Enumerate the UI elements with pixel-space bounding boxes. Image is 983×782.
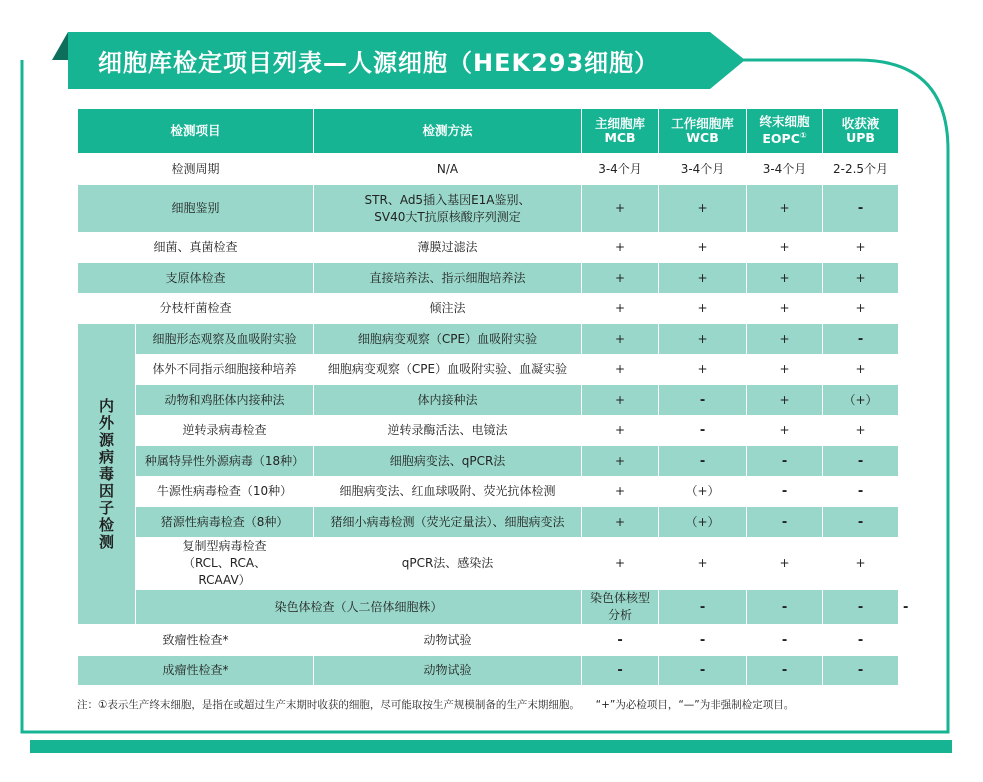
header-eopc: 终末细胞 EOPC① — [747, 109, 823, 154]
row-method: 猪细小病毒检测（荧光定量法）、细胞病变法 — [314, 507, 582, 538]
cell-upb: + — [823, 233, 899, 263]
page-title: 细胞库检定项目列表—人源细胞（HEK293细胞） — [98, 49, 660, 77]
cell-upb: - — [823, 185, 899, 233]
cell-wcb: + — [659, 324, 747, 355]
row-item: 动物和鸡胚体内接种法 — [136, 385, 314, 416]
cell-mcb: + — [582, 416, 659, 446]
cell-wcb: - — [747, 590, 823, 625]
header-mcb: 主细胞库 MCB — [582, 109, 659, 154]
header-method: 检测方法 — [314, 109, 582, 154]
cell-eopc: + — [747, 416, 823, 446]
row-item: 致瘤性检查* — [78, 625, 314, 656]
cell-mcb: + — [582, 263, 659, 294]
row-method: 细胞病变法、qPCR法 — [314, 446, 582, 477]
cell-wcb: （+） — [659, 507, 747, 538]
header-upb: 收获液 UPB — [823, 109, 899, 154]
cell-eopc: + — [747, 263, 823, 294]
cell-upb: （+） — [823, 385, 899, 416]
table-row — [78, 233, 899, 263]
category-label: 内外源病毒因子检测 — [98, 396, 114, 551]
row-item: 细胞鉴别 — [78, 185, 314, 233]
cell-mcb: + — [582, 355, 659, 385]
cell-eopc: + — [747, 385, 823, 416]
row-method: N/A — [314, 154, 582, 185]
row-item: 复制型病毒检查（RCL、RCA、RCAAV） — [136, 538, 314, 590]
cell-mcb: + — [582, 185, 659, 233]
row-item: 分枝杆菌检查 — [78, 294, 314, 324]
cell-eopc: - — [747, 446, 823, 477]
cell-mcb: - — [582, 625, 659, 656]
cell-wcb: - — [659, 416, 747, 446]
row-method: 细胞病变法、红血球吸附、荧光抗体检测 — [314, 477, 582, 507]
cell-mcb: + — [582, 507, 659, 538]
cell-eopc: + — [747, 324, 823, 355]
row-item: 染色体检查（人二倍体细胞株） — [136, 590, 582, 625]
table-row — [78, 355, 899, 385]
row-item: 成瘤性检查* — [78, 656, 314, 686]
cell-upb: - — [823, 446, 899, 477]
row-item: 种属特异性外源病毒（18种） — [136, 446, 314, 477]
cell-upb: + — [823, 538, 899, 590]
cell-upb: - — [823, 324, 899, 355]
row-item: 逆转录病毒检查 — [136, 416, 314, 446]
cell-upb: 2-2.5个月 — [823, 154, 899, 185]
cell-eopc: + — [747, 233, 823, 263]
cell-mcb: + — [582, 324, 659, 355]
row-method: 细胞病变观察（CPE）血吸附实验 — [314, 324, 582, 355]
cell-wcb: + — [659, 538, 747, 590]
cell-eopc: - — [747, 625, 823, 656]
row-method: 染色体核型分析 — [582, 590, 659, 625]
cell-eopc: + — [747, 538, 823, 590]
cell-upb: - — [823, 507, 899, 538]
cell-wcb: + — [659, 233, 747, 263]
cell-wcb: + — [659, 355, 747, 385]
cell-wcb: - — [659, 656, 747, 686]
table-row — [78, 625, 899, 656]
table-row: 染色体检查（人二倍体细胞株） 染色体核型分析 - - - - — [78, 590, 899, 625]
table-row — [78, 263, 899, 294]
cell-mcb: + — [582, 385, 659, 416]
cell-eopc: - — [823, 590, 899, 625]
row-method: 直接培养法、指示细胞培养法 — [314, 263, 582, 294]
cell-upb: + — [823, 416, 899, 446]
cell-mcb: + — [582, 233, 659, 263]
table-row — [78, 416, 899, 446]
row-method: 动物试验 — [314, 656, 582, 686]
row-item: 体外不同指示细胞接种培养 — [136, 355, 314, 385]
cell-wcb: + — [659, 185, 747, 233]
cell-eopc: - — [747, 507, 823, 538]
row-method: 逆转录酶活法、电镜法 — [314, 416, 582, 446]
row-item: 牛源性病毒检查（10种） — [136, 477, 314, 507]
cell-mcb: 3-4个月 — [582, 154, 659, 185]
cell-eopc: + — [747, 294, 823, 324]
cell-mcb: + — [582, 477, 659, 507]
cell-eopc: - — [747, 477, 823, 507]
inspection-table — [77, 108, 909, 686]
footnote: 注：①表示生产终末细胞，是指在或超过生产末期时收获的细胞，尽可能取按生产规模制备的生产末期细胞。 “+”为必检项目，“—”为非强制检定项目。 — [77, 699, 795, 711]
cell-upb: - — [823, 625, 899, 656]
row-item: 细胞形态观察及血吸附实验 — [136, 324, 314, 355]
table-row — [78, 477, 899, 507]
cell-wcb: + — [659, 263, 747, 294]
cell-mcb: + — [582, 446, 659, 477]
cell-eopc: - — [747, 656, 823, 686]
cell-mcb: + — [582, 538, 659, 590]
table-row — [78, 538, 899, 590]
row-method: 薄膜过滤法 — [314, 233, 582, 263]
category-label-cell — [78, 324, 136, 625]
table-header-row — [78, 109, 899, 154]
cell-upb: + — [823, 355, 899, 385]
row-item: 支原体检查 — [78, 263, 314, 294]
row-method: STR、Ad5插入基因E1A鉴别、SV40大T抗原核酸序列测定 — [314, 185, 582, 233]
cell-mcb: - — [659, 590, 747, 625]
cell-upb: - — [823, 656, 899, 686]
row-method: qPCR法、感染法 — [314, 538, 582, 590]
cell-eopc: + — [747, 185, 823, 233]
cell-upb: - — [823, 477, 899, 507]
cell-upb: + — [823, 294, 899, 324]
row-method: 倾注法 — [314, 294, 582, 324]
table-row — [78, 294, 899, 324]
cell-upb: + — [823, 263, 899, 294]
table-row — [78, 154, 899, 185]
row-item: 检测周期 — [78, 154, 314, 185]
cell-eopc: 3-4个月 — [747, 154, 823, 185]
cell-eopc: + — [747, 355, 823, 385]
row-method: 细胞病变观察（CPE）血吸附实验、血凝实验 — [314, 355, 582, 385]
row-item: 细菌、真菌检查 — [78, 233, 314, 263]
header-item: 检测项目 — [78, 109, 314, 154]
row-method: 动物试验 — [314, 625, 582, 656]
table-row — [78, 185, 899, 233]
cell-wcb: - — [659, 625, 747, 656]
row-item: 猪源性病毒检查（8种） — [136, 507, 314, 538]
cell-mcb: - — [582, 656, 659, 686]
table-row — [78, 656, 899, 686]
cell-mcb: + — [582, 294, 659, 324]
table-row — [78, 385, 899, 416]
cell-wcb: - — [659, 385, 747, 416]
cell-wcb: - — [659, 446, 747, 477]
table-row — [78, 446, 899, 477]
cell-wcb: （+） — [659, 477, 747, 507]
table-row — [78, 507, 899, 538]
cell-wcb: 3-4个月 — [659, 154, 747, 185]
table-row — [78, 324, 899, 355]
row-method: 体内接种法 — [314, 385, 582, 416]
header-wcb: 工作细胞库 WCB — [659, 109, 747, 154]
cell-wcb: + — [659, 294, 747, 324]
